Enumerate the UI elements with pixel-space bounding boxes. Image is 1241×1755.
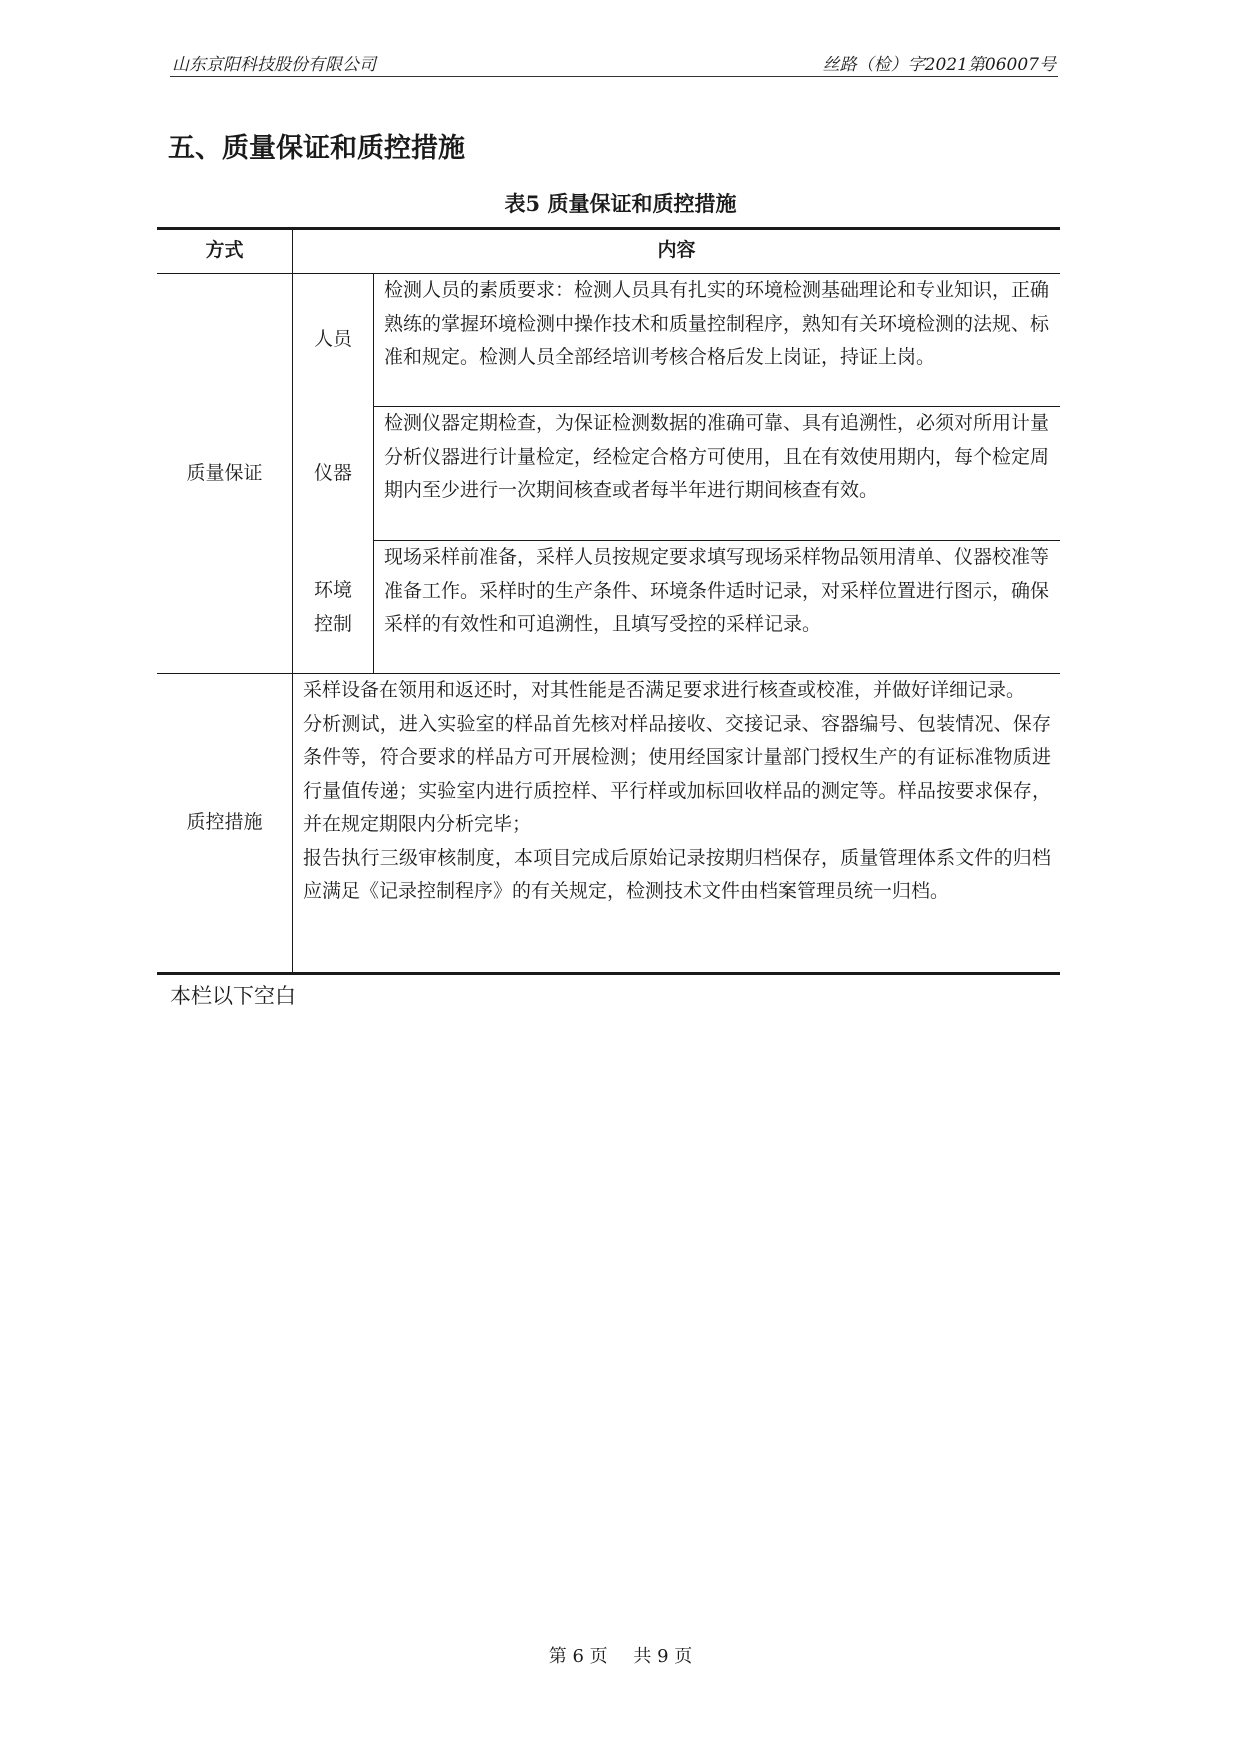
col-header-content: 内容 [657, 239, 696, 262]
col-divider-sub [373, 273, 374, 673]
qc-paragraph-report: 报告执行三级审核制度，本项目完成后原始记录按期归档保存，质量管理体系文件的归档应满足《记录控制程序》的有关规定，检测技术文件由档案管理员统一归档。 [303, 846, 1051, 902]
company-name: 山东京阳科技股份有限公司 [172, 55, 376, 75]
personnel-text: 检测人员的素质要求：检测人员具有扎实的环境检测基础理论和专业知识，正确熟练的掌握环境检测中操作技术和质量控制程序，熟知有关环境检测的法规、标准和规定。检测人员全部经培训考核合格后发上岗证，持证上岗。 [384, 279, 1050, 368]
table-title: 表5 质量保证和质控措施 [504, 191, 737, 216]
page-number: 第 6 页 [548, 1646, 608, 1667]
report-number: 丝路（检）字2021第06007号 [822, 55, 1056, 75]
sub-label-environment-control [293, 541, 373, 673]
section-title: 五、质量保证和质控措施 [168, 133, 465, 164]
total-pages: 共 9 页 [633, 1646, 693, 1667]
quality-control-content [303, 674, 1051, 909]
page-header [170, 48, 1058, 77]
qc-paragraph-analysis: 分析测试，进入实验室的样品首先核对样品接收、交接记录、容器编号、包装情况、保存条件等，符合要求的样品方可开展检测；使用经国家计量部门授权生产的有证标准物质进行量值传递；实验室内进行质控样、平行样或加标回收样品的测定等。样品按要求保存，并在规定期限内分析完毕； [303, 712, 1051, 835]
group-label-quality-assurance: 质量保证 [186, 461, 263, 484]
sub-label-instruments: 仪器 [313, 461, 352, 484]
page-footer [0, 1642, 1241, 1668]
instruments-text: 检测仪器定期检查，为保证检测数据的准确可靠、具有追溯性，必须对所用计量分析仪器进行计量检定，经检定合格方可使用，且在有效使用期内，每个检定周期内至少进行一次期间核查或者每半年进行期间核查有效。 [384, 412, 1050, 501]
group-label-quality-control: 质控措施 [186, 811, 263, 834]
col-header-method: 方式 [205, 239, 244, 262]
blank-below-note: 本栏以下空白 [170, 984, 296, 1008]
qc-paragraph-sampling: 采样设备在领用和返还时，对其性能是否满足要求进行核查或校准，并做好详细记录。 [303, 679, 1026, 701]
sub-label-environment-control-text: 环境控制 [313, 579, 352, 635]
table-bottom-rule [157, 972, 1060, 975]
sub-label-personnel: 人员 [313, 328, 352, 351]
environment-control-text: 现场采样前准备，采样人员按规定要求填写现场采样物品领用清单、仪器校准等准备工作。采样时的生产条件、环境条件适时记录，对采样位置进行图示，确保采样的有效性和可追溯性，且填写受控的采样记录。 [384, 546, 1050, 635]
